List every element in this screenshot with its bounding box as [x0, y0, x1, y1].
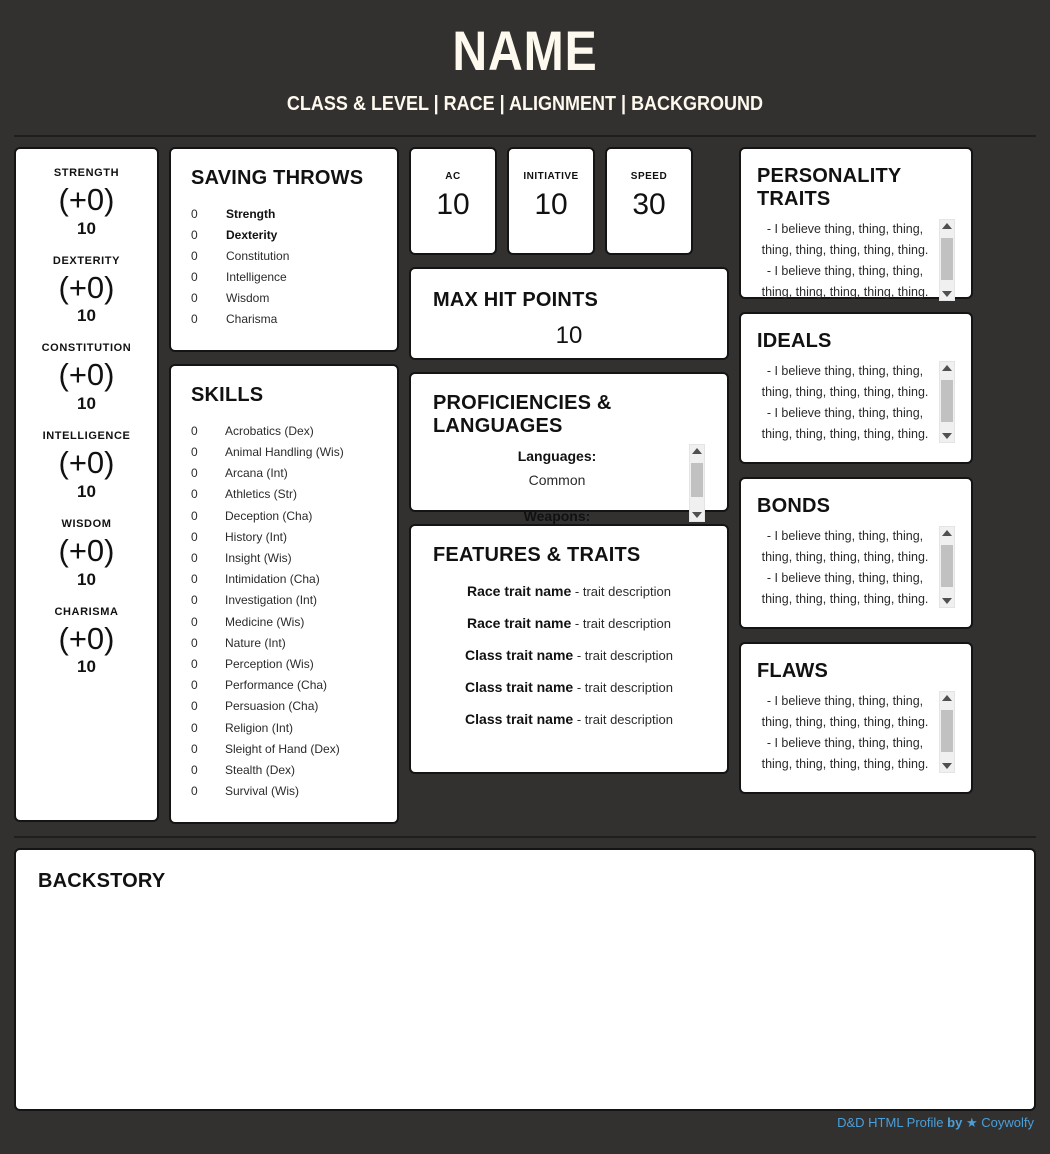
feature-name: Race trait name	[467, 582, 572, 599]
skill-row[interactable]	[191, 654, 377, 675]
backstory-divider	[14, 836, 1036, 838]
stat-label: Survival (Wis)	[225, 784, 299, 799]
trait-content	[757, 219, 955, 303]
stat-label: Charisma	[226, 311, 278, 326]
ability-block	[22, 255, 151, 327]
trait-line: thing, thing, thing, thing, thing.	[761, 284, 929, 299]
skills-column	[169, 147, 399, 825]
feature-description: - trait description	[576, 647, 673, 663]
stat-label: Nature (Int)	[225, 635, 286, 650]
feature-name: Race trait name	[467, 614, 572, 631]
features-list	[433, 583, 705, 727]
stat-value: 0	[191, 784, 198, 799]
stat-label: Medicine (Wis)	[225, 614, 305, 629]
backstory-title: BACKSTORY	[38, 870, 166, 893]
backstory-card	[14, 848, 1036, 1111]
footer-prefix: D&D HTML Profile	[837, 1115, 944, 1131]
max-hit-points-value: 10	[555, 321, 583, 349]
trait-line: thing, thing, thing, thing, thing.	[761, 756, 929, 771]
proficiency-item: Common	[528, 471, 586, 488]
saving-throw-row[interactable]	[191, 267, 377, 288]
stat-box-value: 10	[534, 187, 568, 221]
features-title: FEATURES & TRAITS	[433, 543, 641, 566]
trait-line: - I believe thing, thing, thing,	[766, 570, 924, 585]
feature-row[interactable]	[433, 679, 705, 695]
ability-label: STRENGTH	[53, 166, 120, 179]
stat-value: 0	[191, 614, 198, 629]
saving-throw-row[interactable]	[191, 246, 377, 267]
max-hit-points-title: MAX HIT POINTS	[433, 288, 599, 311]
stat-value: 0	[191, 269, 198, 284]
skill-row[interactable]	[191, 612, 377, 633]
skill-row[interactable]	[191, 506, 377, 527]
ability-label: INTELLIGENCE	[42, 430, 131, 443]
stat-value: 0	[191, 720, 198, 735]
stat-label: Investigation (Int)	[225, 593, 318, 608]
stat-value: 0	[191, 763, 198, 778]
skill-row[interactable]	[191, 569, 377, 590]
footer-by: by	[947, 1115, 963, 1131]
stat-label: Persuasion (Cha)	[225, 699, 319, 714]
ability-score[interactable]: 10	[77, 306, 96, 326]
proficiencies-card	[409, 372, 729, 524]
trait-scroll-region[interactable]	[757, 691, 955, 773]
trait-content	[757, 526, 955, 610]
skills-list	[191, 421, 377, 803]
stat-value: 0	[191, 311, 198, 326]
feature-description: - trait description	[574, 583, 671, 599]
trait-card-title: BONDS	[757, 494, 831, 517]
feature-description: - trait description	[576, 711, 673, 727]
stat-box-value: 10	[436, 187, 470, 221]
personality-column	[739, 147, 973, 794]
main-columns	[14, 147, 1036, 825]
saving-throws-title: SAVING THROWS	[191, 166, 364, 189]
scroll-down-arrow-icon[interactable]	[692, 512, 702, 518]
ability-modifier: (+0)	[58, 532, 115, 568]
stat-value: 0	[191, 445, 198, 459]
stat-value: 0	[191, 657, 198, 672]
skill-row[interactable]	[191, 633, 377, 654]
ability-block	[22, 167, 151, 239]
ability-label: DEXTERITY	[52, 254, 121, 267]
skill-row[interactable]	[191, 548, 377, 569]
ability-scores-card	[14, 147, 159, 822]
trait-line: - I believe thing, thing, thing,	[766, 221, 924, 236]
trait-scrollbar[interactable]	[939, 219, 955, 301]
trait-card-bonds	[739, 477, 973, 629]
skill-row[interactable]	[191, 760, 377, 781]
trait-scroll-region[interactable]	[757, 526, 955, 608]
ability-modifier: (+0)	[58, 620, 115, 656]
ability-modifier: (+0)	[58, 357, 115, 393]
skill-row[interactable]	[191, 463, 377, 484]
ability-modifier: (+0)	[58, 181, 115, 217]
stat-box-label: INITIATIVE	[523, 170, 579, 182]
skill-row[interactable]	[191, 527, 377, 548]
scrollbar-thumb[interactable]	[941, 710, 953, 752]
ability-modifier: (+0)	[58, 445, 115, 481]
trait-line: thing, thing, thing, thing, thing.	[761, 242, 929, 257]
character-subtitle: CLASS & LEVEL | RACE | ALIGNMENT | BACKGROUND	[286, 92, 764, 115]
stat-value: 0	[191, 248, 198, 263]
stat-label: Dexterity	[226, 227, 278, 242]
ability-score[interactable]: 10	[77, 218, 96, 238]
proficiency-group-label: Weapons:	[523, 507, 591, 524]
character-name: NAME	[452, 19, 598, 82]
star-icon: ★	[965, 1115, 978, 1131]
proficiency-group-label: Languages:	[517, 447, 597, 464]
footer-credit[interactable]	[14, 1111, 1036, 1131]
max-hit-points-card	[409, 267, 729, 360]
stat-value: 0	[191, 551, 198, 566]
skill-row[interactable]	[191, 781, 377, 802]
skill-row[interactable]	[191, 696, 377, 717]
stat-boxes-row	[409, 147, 729, 255]
sheet-header	[14, 0, 1036, 116]
stat-box-label: AC	[445, 170, 461, 182]
stat-value: 0	[191, 487, 198, 502]
stat-label: Athletics (Str)	[225, 487, 298, 502]
skills-card	[169, 364, 399, 825]
stat-box-speed[interactable]	[605, 147, 693, 255]
scroll-up-arrow-icon[interactable]	[942, 223, 952, 229]
saving-throw-row[interactable]	[191, 309, 377, 330]
features-and-traits-card	[409, 524, 729, 774]
trait-card-title: FLAWS	[757, 659, 828, 682]
stat-label: Strength	[226, 206, 276, 221]
stat-label: History (Int)	[225, 529, 288, 544]
header-divider	[14, 135, 1036, 137]
ability-score[interactable]: 10	[77, 481, 96, 501]
trait-content	[757, 691, 955, 775]
stat-label: Constitution	[226, 248, 290, 263]
trait-line: thing, thing, thing, thing, thing.	[761, 591, 929, 606]
ability-block	[22, 518, 151, 590]
skill-row[interactable]	[191, 718, 377, 739]
scroll-down-arrow-icon[interactable]	[942, 433, 952, 439]
trait-line: thing, thing, thing, thing, thing.	[761, 426, 929, 441]
stat-label: Perception (Wis)	[225, 657, 314, 672]
stat-label: Intelligence	[226, 269, 287, 284]
stat-label: Intimidation (Cha)	[225, 572, 320, 587]
feature-name: Class trait name	[465, 710, 574, 727]
trait-line: - I believe thing, thing, thing,	[766, 735, 924, 750]
trait-line: thing, thing, thing, thing, thing.	[761, 714, 929, 729]
ability-block	[22, 342, 151, 414]
feature-row[interactable]	[433, 647, 705, 663]
ability-block	[22, 606, 151, 678]
saving-throw-row[interactable]	[191, 225, 377, 246]
skill-row[interactable]	[191, 739, 377, 760]
scrollbar-thumb[interactable]	[941, 238, 953, 280]
stat-value: 0	[191, 206, 198, 221]
trait-scrollbar[interactable]	[939, 361, 955, 443]
scroll-up-arrow-icon[interactable]	[942, 530, 952, 536]
stat-value: 0	[191, 635, 198, 650]
feature-name: Class trait name	[465, 678, 574, 695]
stat-value: 0	[191, 508, 198, 523]
trait-content	[757, 361, 955, 445]
trait-card-ideals	[739, 312, 973, 464]
skill-row[interactable]	[191, 442, 377, 463]
stat-label: Sleight of Hand (Dex)	[225, 741, 340, 756]
stat-label: Performance (Cha)	[225, 678, 328, 693]
ability-label: WISDOM	[61, 517, 112, 530]
trait-card-title: IDEALS	[757, 329, 832, 352]
trait-line: - I believe thing, thing, thing,	[766, 405, 924, 420]
trait-card-personality-traits	[739, 147, 973, 299]
stat-value: 0	[191, 572, 198, 587]
feature-row[interactable]	[433, 583, 705, 599]
skill-row[interactable]	[191, 675, 377, 696]
ability-label: CHARISMA	[54, 605, 119, 618]
stat-value: 0	[191, 290, 198, 305]
proficiencies-scrollbar[interactable]	[689, 444, 705, 522]
stat-value: 0	[191, 593, 198, 608]
stat-label: Stealth (Dex)	[225, 763, 296, 778]
stat-box-value: 30	[632, 187, 666, 221]
scrollbar-thumb[interactable]	[691, 463, 703, 497]
saving-throws-card	[169, 147, 399, 352]
trait-line: - I believe thing, thing, thing,	[766, 363, 924, 378]
proficiencies-title: PROFICIENCIES & LANGUAGES	[433, 391, 612, 437]
proficiencies-scroll-region[interactable]	[433, 444, 705, 522]
stat-box-label: SPEED	[630, 170, 668, 182]
saving-throws-list	[191, 204, 377, 330]
trait-scroll-region[interactable]	[757, 219, 955, 301]
scroll-up-arrow-icon[interactable]	[942, 695, 952, 701]
trait-line: thing, thing, thing, thing, thing.	[761, 384, 929, 399]
skill-row[interactable]	[191, 484, 377, 505]
ability-block	[22, 430, 151, 502]
ability-score[interactable]: 10	[77, 657, 96, 677]
skill-row[interactable]	[191, 590, 377, 611]
ability-score[interactable]: 10	[77, 569, 96, 589]
proficiency-gap	[433, 492, 681, 504]
scrollbar-thumb[interactable]	[941, 545, 953, 587]
skill-row[interactable]	[191, 421, 377, 442]
abilities-column	[14, 147, 159, 822]
feature-name: Class trait name	[465, 646, 574, 663]
stat-label: Deception (Cha)	[225, 508, 313, 523]
trait-line: - I believe thing, thing, thing,	[766, 263, 924, 278]
feature-description: - trait description	[576, 679, 673, 695]
trait-scrollbar[interactable]	[939, 526, 955, 608]
scroll-down-arrow-icon[interactable]	[942, 763, 952, 769]
stat-value: 0	[191, 699, 198, 714]
ability-score[interactable]: 10	[77, 394, 96, 414]
stat-value: 0	[191, 227, 198, 242]
stat-value: 0	[191, 529, 198, 544]
stat-value: 0	[191, 466, 198, 481]
trait-scrollbar[interactable]	[939, 691, 955, 773]
trait-scroll-region[interactable]	[757, 361, 955, 443]
scrollbar-thumb[interactable]	[941, 380, 953, 422]
proficiencies-content	[433, 444, 705, 528]
skills-title: SKILLS	[191, 383, 264, 406]
ability-label: CONSTITUTION	[41, 342, 132, 355]
trait-line: - I believe thing, thing, thing,	[766, 693, 924, 708]
feature-row[interactable]	[433, 615, 705, 631]
feature-description: - trait description	[574, 615, 671, 631]
scroll-down-arrow-icon[interactable]	[942, 291, 952, 297]
scroll-up-arrow-icon[interactable]	[692, 448, 702, 454]
stat-value: 0	[191, 678, 198, 693]
stat-box-initiative[interactable]	[507, 147, 595, 255]
trait-line: - I believe thing, thing, thing,	[766, 528, 924, 543]
scroll-up-arrow-icon[interactable]	[942, 365, 952, 371]
stat-label: Animal Handling (Wis)	[225, 445, 344, 459]
stat-label: Wisdom	[226, 290, 270, 305]
center-column	[409, 147, 729, 774]
stat-value: 0	[191, 741, 198, 756]
ability-modifier: (+0)	[58, 269, 115, 305]
footer-author: Coywolfy	[981, 1115, 1034, 1131]
stat-label: Arcana (Int)	[225, 466, 288, 481]
stat-label: Insight (Wis)	[225, 551, 292, 566]
saving-throw-row[interactable]	[191, 204, 377, 225]
stat-box-ac[interactable]	[409, 147, 497, 255]
scroll-down-arrow-icon[interactable]	[942, 598, 952, 604]
stat-label: Acrobatics (Dex)	[225, 423, 314, 438]
trait-card-title: PERSONALITY TRAITS	[757, 164, 902, 210]
feature-row[interactable]	[433, 711, 705, 727]
stat-label: Religion (Int)	[225, 720, 294, 735]
stat-value: 0	[191, 423, 198, 438]
trait-line: thing, thing, thing, thing, thing.	[761, 549, 929, 564]
saving-throw-row[interactable]	[191, 288, 377, 309]
trait-card-flaws	[739, 642, 973, 794]
